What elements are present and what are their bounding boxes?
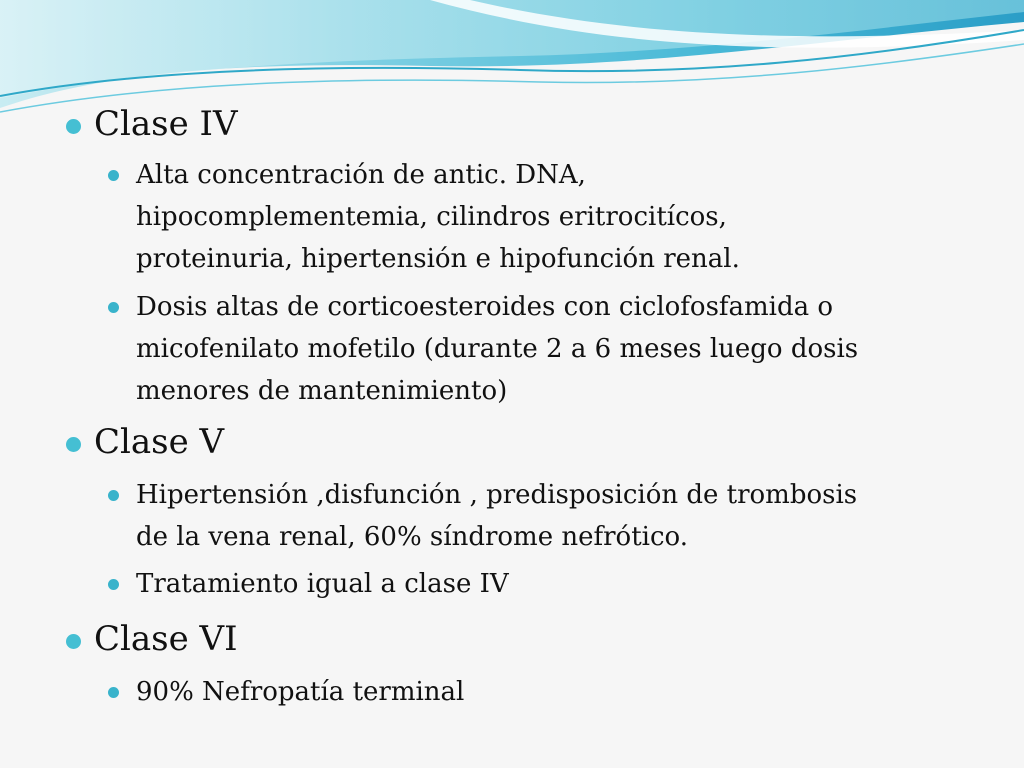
section-title-clase-vi: Clase VI xyxy=(94,619,238,659)
bullet-icon xyxy=(66,119,81,134)
list-item xyxy=(136,286,966,412)
item-line: micofenilato mofetilo (durante 2 a 6 meses luego dosis xyxy=(136,334,859,364)
bullet-icon xyxy=(108,170,119,181)
bullet-icon xyxy=(108,579,119,590)
item-line: Hipertensión ,disfunción , predisposición de trombosis xyxy=(136,480,858,510)
list-item xyxy=(136,671,966,713)
item-line: proteinuria, hipertensión e hipofunción renal. xyxy=(136,244,740,274)
bullet-icon xyxy=(108,302,119,313)
list-item xyxy=(136,474,966,558)
item-line: hipocomplementemia, cilindros eritrocitícos, xyxy=(136,202,727,232)
bullet-icon xyxy=(108,687,119,698)
section-title-clase-v: Clase V xyxy=(94,422,224,462)
bullet-icon xyxy=(66,634,81,649)
bullet-icon xyxy=(66,437,81,452)
item-line: Tratamiento igual a clase IV xyxy=(136,569,509,599)
item-line: 90% Nefropatía terminal xyxy=(136,677,465,707)
item-line: Alta concentración de antic. DNA, xyxy=(136,160,586,190)
section-title-clase-iv: Clase IV xyxy=(94,104,238,144)
item-line: de la vena renal, 60% síndrome nefrótico. xyxy=(136,522,688,552)
item-line: menores de mantenimiento) xyxy=(136,376,508,406)
item-line: Dosis altas de corticoesteroides con ciclofosfamida o xyxy=(136,292,834,322)
list-item xyxy=(136,563,966,605)
list-item xyxy=(136,154,966,280)
bullet-icon xyxy=(108,490,119,501)
